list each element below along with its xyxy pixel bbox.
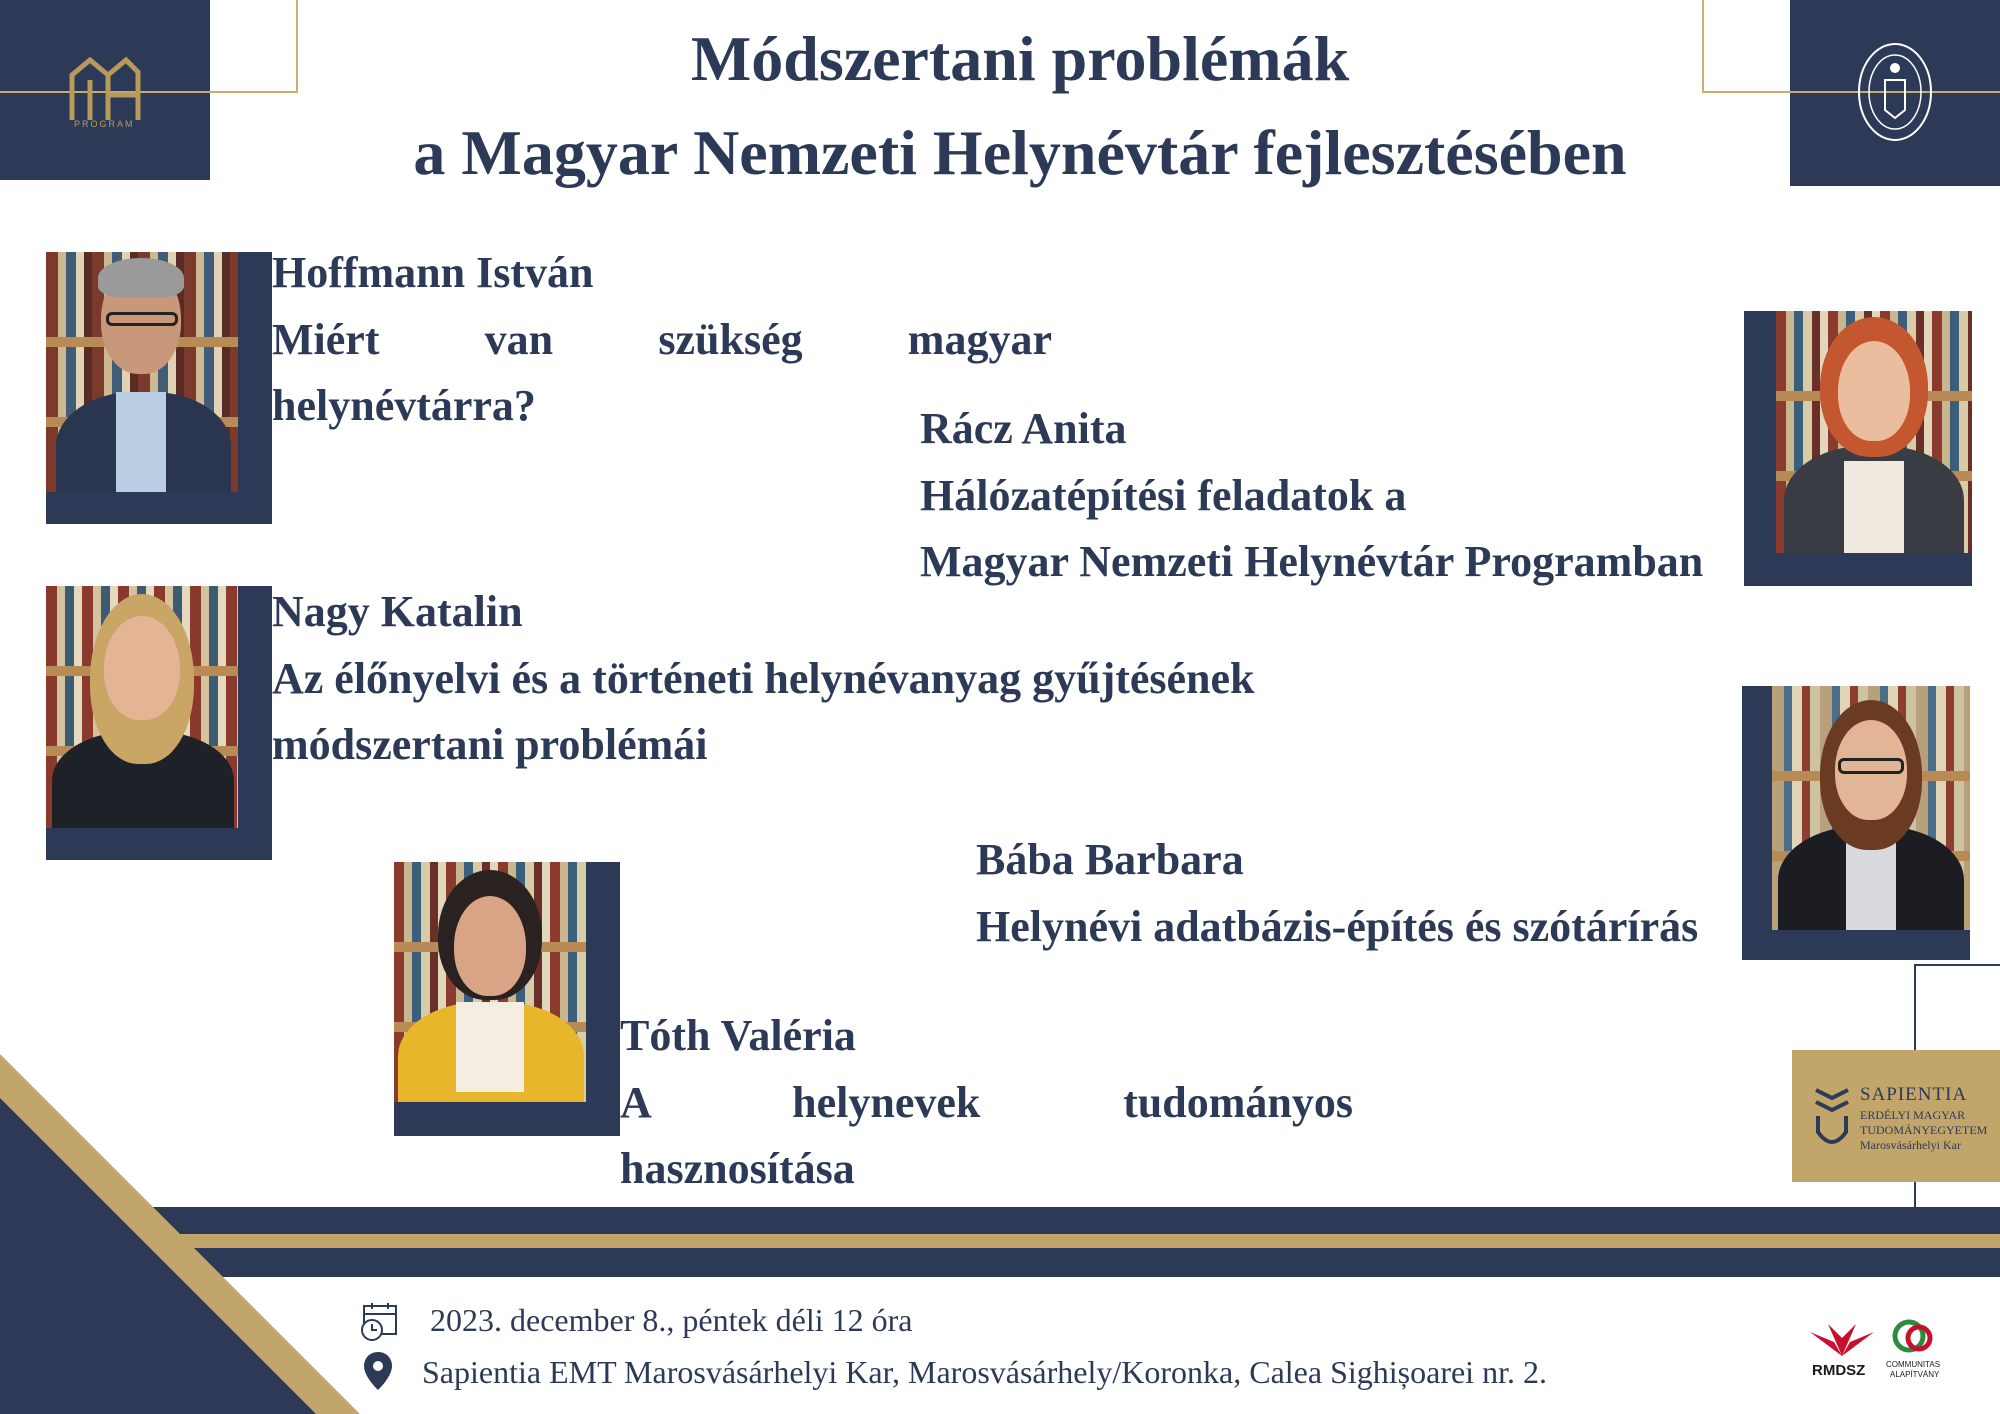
sapientia-subtitle-3: Marosvásárhelyi Kar xyxy=(1860,1138,1961,1152)
speaker-3-name: Nagy Katalin xyxy=(272,587,523,636)
speaker-2-talk-line-1: Hálózatépítési feladatok a xyxy=(920,471,1407,520)
rmdsz-tulip-icon xyxy=(1806,1316,1878,1360)
sapientia-bracket-line-top xyxy=(1914,964,2000,966)
speaker-2-talk-line-2: Magyar Nemzeti Helynévtár Programban xyxy=(920,537,1704,586)
mnh-logo-icon xyxy=(60,50,150,130)
mnh-program-logo xyxy=(60,50,150,130)
communitas-label-2: ALAPÍTVÁNY xyxy=(1890,1370,1940,1379)
page-title-line-1: Módszertani problémák xyxy=(690,23,1350,94)
speaker-1-talk-line-2: helynévtárra? xyxy=(272,381,536,430)
speaker-3-talk-line-2: módszertani problémái xyxy=(272,720,708,769)
speaker-1-photo xyxy=(46,252,238,492)
rmdsz-logo xyxy=(1806,1316,1878,1382)
speaker-5-talk-line-1: A helynevek tudományos xyxy=(620,1078,1353,1127)
sapientia-emblem-icon xyxy=(1812,1086,1852,1156)
event-date: 2023. december 8., péntek déli 12 óra xyxy=(430,1302,913,1338)
speaker-1-talk-line-1: Miért van szükség magyar xyxy=(272,315,1052,364)
speaker-4-talk-line-1: Helynévi adatbázis-építés és szótárírás xyxy=(976,902,1699,951)
corner-triangle-decoration xyxy=(0,1054,360,1414)
speaker-3-talk-line-1: Az élőnyelvi és a történeti helynévanyag gyűjtésének xyxy=(272,654,1255,703)
top-left-gold-line-v xyxy=(296,0,298,93)
mnh-program-label: PROGRAM xyxy=(74,119,135,129)
speaker-5-name: Tóth Valéria xyxy=(620,1011,856,1060)
map-pin-icon xyxy=(362,1350,394,1392)
speaker-5-photo xyxy=(394,862,586,1102)
communitas-logo xyxy=(1882,1316,1948,1382)
communitas-rings-icon xyxy=(1882,1316,1948,1358)
speaker-2-name: Rácz Anita xyxy=(920,404,1127,453)
speaker-2-photo xyxy=(1776,311,1972,553)
communitas-label-1: COMMUNITAS xyxy=(1886,1360,1941,1369)
museum-seal-icon xyxy=(1855,40,1935,145)
page-title-line-2: a Magyar Nemzeti Helynévtár fejlesztésében xyxy=(413,117,1627,188)
event-location: Sapientia EMT Marosvásárhelyi Kar, Marosvásárhely/Koronka, Calea Sighișoarei nr. 2. xyxy=(422,1354,1547,1390)
top-right-gold-line-h xyxy=(1702,91,2000,93)
sapientia-logo xyxy=(1792,1050,2000,1182)
sapientia-title: SAPIENTIA xyxy=(1860,1084,1968,1105)
speaker-4-name: Bába Barbara xyxy=(976,835,1244,884)
museum-society-seal xyxy=(1855,40,1935,145)
sapientia-subtitle-1: ERDÉLYI MAGYAR xyxy=(1860,1108,1966,1122)
calendar-clock-icon xyxy=(358,1302,400,1342)
speaker-1-name: Hoffmann István xyxy=(272,248,594,297)
speaker-3-photo xyxy=(46,586,238,828)
speaker-5-talk-line-2: hasznosítása xyxy=(620,1144,855,1193)
speaker-4-photo xyxy=(1772,686,1970,930)
sapientia-subtitle-2: TUDOMÁNYEGYETEM xyxy=(1860,1123,1988,1137)
rmdsz-label: RMDSZ xyxy=(1812,1362,1866,1379)
